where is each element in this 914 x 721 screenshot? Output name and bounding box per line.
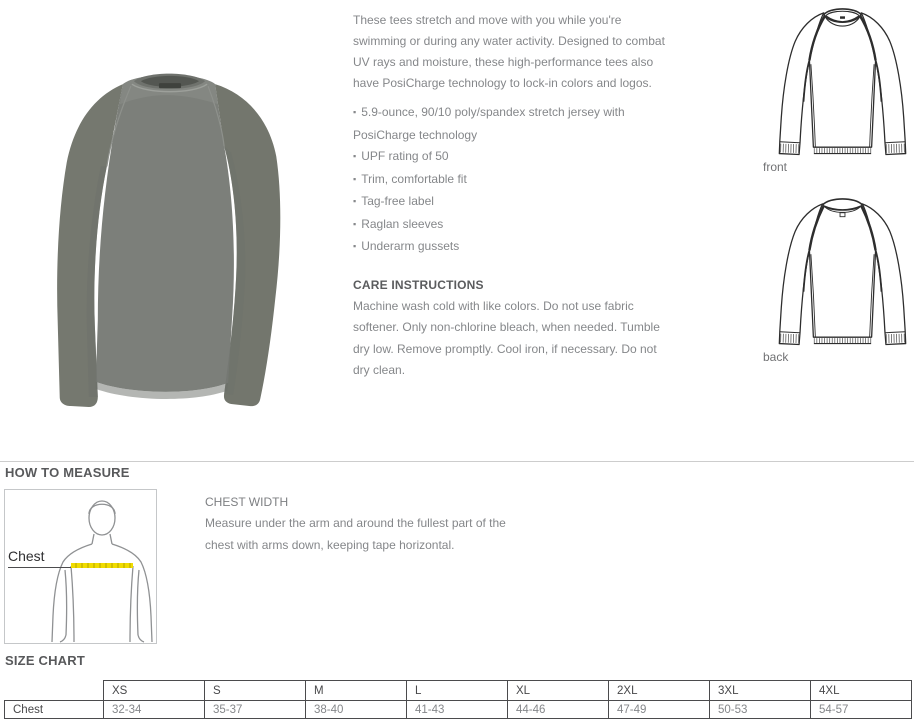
size-column-header: S xyxy=(205,681,306,701)
how-to-measure-heading: HOW TO MEASURE xyxy=(5,465,130,480)
feature-item xyxy=(353,191,667,214)
size-column-header: 3XL xyxy=(710,681,811,701)
square-bullet-icon: ▪ xyxy=(353,241,357,251)
size-column-header: 2XL xyxy=(609,681,710,701)
back-view-label: back xyxy=(763,350,789,364)
gray-longsleeve-shirt-photo xyxy=(18,24,320,420)
chest-value: 44-46 xyxy=(508,701,609,719)
care-instructions-heading: CARE INSTRUCTIONS xyxy=(353,277,484,292)
measurement-figure-box xyxy=(4,489,157,644)
feature-item xyxy=(353,236,667,259)
chest-value: 54-57 xyxy=(811,701,912,719)
size-column-header: 4XL xyxy=(811,681,912,701)
feature-text: Raglan sleeves xyxy=(361,216,444,231)
size-column-header: L xyxy=(407,681,508,701)
chest-value: 41-43 xyxy=(407,701,508,719)
feature-text: Underarm gussets xyxy=(361,239,460,253)
size-chart-corner-cell xyxy=(5,681,104,701)
chest-value: 32-34 xyxy=(104,701,205,719)
chest-figure-label: Chest xyxy=(8,548,45,564)
back-view-drawing-icon xyxy=(770,193,914,348)
square-bullet-icon: ▪ xyxy=(353,151,357,161)
description-intro: These tees stretch and move with you while you're swimming or during any water activity. Designed to combat UV rays and moisture, these high-performance tees also have PosiCharge technology to lock-in colors and logos. xyxy=(353,13,665,90)
front-view-drawing-icon xyxy=(770,3,914,158)
feature-item xyxy=(353,214,667,237)
size-chart-heading: SIZE CHART xyxy=(5,653,85,668)
chest-value: 38-40 xyxy=(306,701,407,719)
measurement-instructions xyxy=(205,495,525,556)
product-view-thumbnails xyxy=(763,0,914,364)
square-bullet-icon: ▪ xyxy=(353,196,357,206)
chest-measurement-figure xyxy=(5,490,156,643)
feature-item xyxy=(353,169,667,192)
back-view-thumbnail[interactable] xyxy=(763,193,914,364)
care-instructions-text: Machine wash cold with like colors. Do not use fabric softener. Only non-chlorine bleach, when needed. Tumble dry low. Remove promptly. Cool iron, if necessary. Do not dry clean. xyxy=(353,298,660,377)
size-column-header: M xyxy=(306,681,407,701)
square-bullet-icon: ▪ xyxy=(353,173,357,184)
chest-width-text: Measure under the arm and around the fullest part of the chest with arms down, keeping tape horizontal. xyxy=(205,516,506,552)
chest-width-title: CHEST WIDTH xyxy=(205,495,289,509)
product-description xyxy=(353,4,667,382)
front-view-label: front xyxy=(763,160,788,174)
square-bullet-icon: ▪ xyxy=(353,218,357,229)
product-photo xyxy=(18,24,320,420)
feature-item xyxy=(353,146,667,169)
section-divider xyxy=(0,461,914,462)
size-chart-table xyxy=(4,680,912,719)
feature-list xyxy=(353,102,667,259)
feature-item xyxy=(353,102,667,146)
chest-value: 35-37 xyxy=(205,701,306,719)
chest-value: 47-49 xyxy=(609,701,710,719)
feature-text: Tag-free label xyxy=(361,194,434,208)
square-bullet-icon: ▪ xyxy=(353,107,357,117)
chest-value: 50-53 xyxy=(710,701,811,719)
front-view-thumbnail[interactable] xyxy=(763,3,914,174)
size-column-header: XL xyxy=(508,681,609,701)
feature-text: Trim, comfortable fit xyxy=(361,171,467,186)
feature-text: UPF rating of 50 xyxy=(361,149,449,163)
row-label-chest: Chest xyxy=(5,701,104,719)
feature-text: 5.9-ounce, 90/10 poly/spandex stretch jersey with PosiCharge technology xyxy=(353,105,625,142)
table-row xyxy=(5,701,912,719)
size-chart-header-row xyxy=(5,681,912,701)
size-column-header: XS xyxy=(104,681,205,701)
